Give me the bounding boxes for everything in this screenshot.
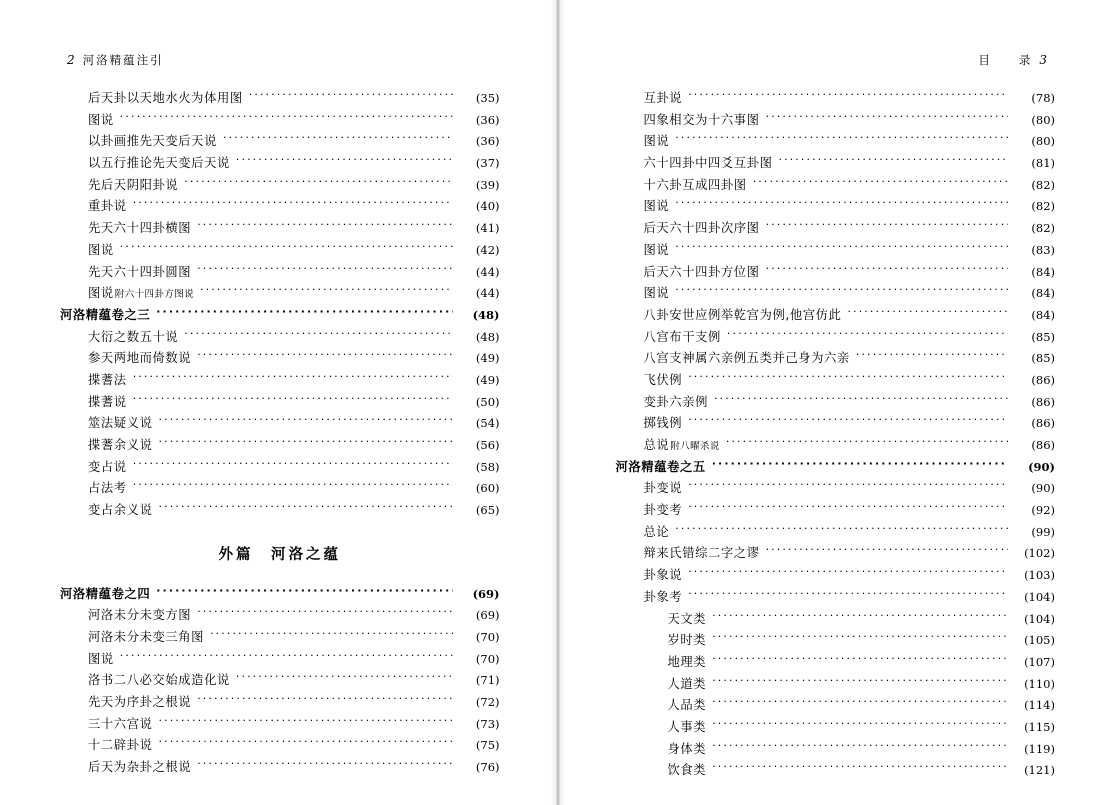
toc-entry-title: 飞伏例	[643, 372, 683, 387]
toc-entry-title: 图说	[643, 134, 670, 149]
toc-page-number: (86)	[1031, 394, 1055, 409]
toc-page-number: (72)	[475, 695, 500, 709]
toc-entry	[616, 632, 1056, 647]
toc-entry-subnote: 附八曜杀说	[670, 441, 720, 452]
toc-entry	[616, 198, 1056, 213]
toc-entry-title: 参天两地而倚数说	[88, 351, 192, 366]
toc-entry-title: 图说	[88, 651, 114, 666]
toc-page-number: (78)	[1031, 91, 1055, 105]
toc-entry	[60, 480, 500, 495]
toc-page-number: (48)	[475, 329, 500, 344]
right-toc-list	[616, 90, 1056, 777]
toc-leader-dots	[712, 654, 1008, 666]
toc-page-number: (36)	[475, 112, 500, 127]
toc-entry	[616, 372, 1056, 387]
toc-entry-title: 身体类	[667, 741, 707, 756]
toc-entry-title: 互卦说	[643, 91, 683, 105]
toc-page-number: (81)	[1031, 156, 1055, 171]
toc-page-number: (75)	[475, 738, 500, 753]
left-folio: 2	[67, 53, 76, 67]
toc-leader-dots	[688, 480, 1008, 492]
toc-leader-dots	[236, 672, 453, 684]
toc-leader-dots	[133, 394, 453, 406]
toc-leader-dots	[675, 242, 1008, 254]
toc-page-number: (83)	[1031, 242, 1055, 257]
toc-page-number: (92)	[1031, 503, 1055, 518]
toc-entry-title: 以五行推论先天变后天说	[88, 156, 230, 171]
toc-entry	[60, 90, 500, 105]
toc-leader-dots	[200, 285, 453, 297]
toc-page-number: (104)	[1024, 611, 1055, 626]
toc-leader-dots	[184, 329, 452, 341]
toc-entry	[60, 737, 500, 752]
page-gutter	[551, 0, 565, 805]
toc-page-number: (42)	[475, 242, 500, 257]
toc-leader-dots	[159, 716, 453, 728]
toc-leader-dots	[712, 459, 1008, 471]
toc-leader-dots	[766, 220, 1008, 232]
toc-entry-title: 总论	[643, 524, 670, 539]
toc-leader-dots	[712, 719, 1008, 731]
toc-entry-title: 十六卦互成四卦图	[643, 177, 747, 192]
toc-entry	[60, 264, 500, 279]
toc-page-number: (58)	[475, 459, 500, 474]
toc-leader-dots	[688, 589, 1008, 601]
toc-entry	[60, 177, 500, 192]
toc-entry	[60, 459, 500, 474]
toc-entry-title: 十二辟卦说	[88, 738, 153, 753]
toc-entry-title: 河洛未分未变三角图	[88, 629, 205, 644]
toc-page-number: (44)	[475, 286, 500, 301]
toc-entry-title: 后天为杂卦之根说	[88, 760, 192, 775]
toc-entry-title: 河洛精蕴卷之三	[60, 307, 151, 322]
toc-leader-dots	[712, 762, 1008, 774]
toc-leader-dots	[675, 285, 1008, 297]
toc-entry-title: 六十四卦中四爻互卦图	[643, 156, 773, 171]
toc-page-number: (69)	[475, 608, 500, 623]
toc-entry	[616, 741, 1056, 756]
toc-page-number: (102)	[1024, 546, 1055, 561]
toc-entry	[616, 285, 1056, 300]
toc-page-number: (36)	[475, 134, 500, 149]
toc-leader-dots	[197, 350, 452, 362]
toc-entry	[60, 651, 500, 666]
toc-entry-title: 揲蓍说	[88, 394, 127, 409]
toc-page-number: (90)	[1031, 481, 1055, 496]
toc-entry-title: 河洛精蕴卷之四	[60, 586, 151, 601]
toc-page-number: (39)	[475, 177, 500, 192]
toc-entry	[60, 629, 500, 644]
toc-entry	[616, 264, 1056, 279]
toc-entry	[616, 394, 1056, 409]
toc-leader-dots	[712, 632, 1008, 644]
left-running-title: 河洛精蕴注引	[82, 53, 164, 67]
toc-page-number: (104)	[1024, 589, 1055, 604]
toc-entry	[60, 716, 500, 731]
toc-page-number: (73)	[475, 716, 500, 731]
toc-entry	[616, 611, 1056, 626]
toc-leader-dots	[712, 741, 1008, 753]
toc-entry-title: 人事类	[667, 719, 707, 734]
toc-entry-title: 八宫布干支例	[643, 329, 721, 344]
toc-entry	[616, 350, 1056, 365]
toc-page-number: (82)	[1031, 177, 1055, 192]
toc-leader-dots	[120, 242, 453, 254]
toc-entry-title: 总说	[643, 438, 670, 452]
left-toc-list	[60, 90, 500, 517]
toc-leader-dots	[753, 177, 1008, 189]
toc-page-number: (119)	[1024, 741, 1055, 756]
toc-entry	[616, 502, 1056, 517]
toc-entry	[60, 759, 500, 774]
toc-leader-dots	[688, 415, 1008, 427]
toc-entry-title: 筮法疑义说	[88, 416, 153, 431]
toc-leader-dots	[197, 607, 452, 619]
toc-page-number: (35)	[475, 91, 500, 105]
toc-page-number: (105)	[1024, 633, 1055, 648]
toc-entry	[60, 285, 500, 300]
toc-entry	[616, 307, 1056, 322]
toc-page-number: (110)	[1024, 676, 1055, 691]
toc-leader-dots	[120, 651, 453, 663]
toc-entry-title: 天文类	[667, 611, 707, 626]
toc-leader-dots	[197, 264, 452, 276]
toc-entry-title: 地理类	[667, 654, 707, 669]
toc-entry	[60, 350, 500, 365]
toc-page-number: (50)	[475, 394, 500, 409]
toc-page-number: (48)	[472, 307, 500, 322]
toc-page-number: (85)	[1031, 329, 1055, 344]
toc-entry-title: 先后天阴阳卦说	[88, 177, 179, 192]
toc-page-number: (69)	[472, 586, 500, 601]
toc-entry	[616, 90, 1056, 105]
toc-leader-dots	[156, 586, 452, 598]
toc-entry	[60, 242, 500, 257]
toc-leader-dots	[133, 480, 453, 492]
toc-leader-dots	[159, 437, 453, 449]
toc-entry	[616, 697, 1056, 712]
toc-entry-title: 后天卦以天地水火为体用图	[88, 91, 243, 105]
toc-entry	[616, 654, 1056, 669]
toc-leader-dots	[159, 415, 453, 427]
toc-entry	[616, 480, 1056, 495]
toc-entry-title: 八卦安世应例举乾宫为例,他宫仿此	[643, 307, 842, 322]
toc-page-number: (115)	[1024, 719, 1055, 734]
toc-leader-dots	[675, 198, 1008, 210]
toc-entry	[60, 372, 500, 387]
toc-page-number: (82)	[1031, 199, 1055, 214]
toc-leader-dots	[210, 629, 452, 641]
toc-entry-title: 三十六宫说	[88, 716, 153, 731]
toc-leader-dots	[688, 567, 1008, 579]
toc-entry-title: 卦象说	[643, 568, 683, 583]
toc-page-number: (56)	[475, 438, 500, 452]
toc-volume-entry	[616, 459, 1056, 474]
toc-entry	[616, 133, 1056, 148]
toc-leader-dots	[847, 307, 1008, 319]
toc-volume-entry	[60, 586, 500, 601]
toc-entry-title: 人道类	[667, 676, 707, 691]
toc-leader-dots	[249, 90, 453, 102]
left-toc-list-after	[60, 586, 500, 774]
toc-page-number: (86)	[1031, 372, 1055, 387]
toc-entry-title: 以卦画推先天变后天说	[88, 134, 217, 149]
toc-page-number: (82)	[1031, 221, 1055, 236]
toc-volume-entry	[60, 307, 500, 322]
toc-page-number: (84)	[1031, 286, 1055, 301]
toc-leader-dots	[675, 133, 1008, 145]
toc-entry	[616, 762, 1056, 777]
toc-entry	[60, 437, 500, 452]
toc-leader-dots	[726, 437, 1008, 449]
toc-leader-dots	[156, 307, 452, 319]
toc-entry	[60, 220, 500, 235]
toc-entry-subnote: 附六十四卦方图说	[114, 289, 194, 301]
toc-entry-title: 图说	[88, 242, 114, 257]
right-folio: 3	[1039, 53, 1048, 67]
right-page	[558, 0, 1115, 805]
toc-page-number: (86)	[1031, 438, 1055, 452]
toc-entry	[60, 694, 500, 709]
toc-page-number: (121)	[1024, 763, 1055, 778]
toc-entry	[60, 198, 500, 213]
toc-page-number: (114)	[1024, 698, 1055, 713]
toc-page-number: (84)	[1031, 264, 1055, 279]
toc-leader-dots	[675, 524, 1008, 536]
toc-leader-dots	[133, 459, 453, 471]
toc-leader-dots	[714, 394, 1008, 406]
toc-leader-dots	[778, 155, 1008, 167]
toc-entry-title: 八宫支神属六亲例五类并己身为六亲	[643, 351, 850, 366]
section-title-outer: 外篇 河洛之蕴	[218, 546, 341, 563]
toc-entry-title: 变卦六亲例	[643, 394, 708, 409]
toc-page-number: (103)	[1024, 568, 1055, 583]
toc-page-number: (49)	[475, 351, 500, 366]
toc-entry-title: 图说	[643, 199, 670, 214]
toc-entry-title: 大衍之数五十说	[88, 329, 179, 344]
toc-page-number: (44)	[475, 264, 500, 279]
toc-entry	[60, 394, 500, 409]
toc-page-number: (49)	[475, 372, 500, 387]
toc-entry	[60, 133, 500, 148]
toc-entry	[616, 437, 1056, 452]
toc-leader-dots	[184, 177, 452, 189]
toc-entry	[616, 112, 1056, 127]
toc-page-number: (99)	[1031, 524, 1055, 539]
toc-entry-title: 先天六十四卦圆图	[88, 264, 192, 279]
toc-page-number: (80)	[1031, 134, 1055, 149]
toc-leader-dots	[688, 502, 1008, 514]
toc-leader-dots	[133, 198, 453, 210]
toc-leader-dots	[133, 372, 453, 384]
toc-page-number: (90)	[1028, 459, 1055, 474]
toc-leader-dots	[688, 90, 1008, 102]
toc-entry-title: 饮食类	[667, 763, 707, 778]
toc-entry-title: 重卦说	[88, 199, 127, 214]
toc-leader-dots	[197, 220, 452, 232]
toc-entry-title: 图说	[643, 242, 670, 257]
toc-leader-dots	[197, 759, 452, 771]
toc-leader-dots	[766, 264, 1008, 276]
toc-entry-title: 四象相交为十六事图	[643, 112, 760, 127]
toc-entry-title: 图说	[88, 286, 114, 301]
toc-page-number: (85)	[1031, 351, 1055, 366]
toc-entry	[60, 607, 500, 622]
toc-page-number: (40)	[475, 199, 500, 214]
toc-leader-dots	[712, 611, 1008, 623]
toc-page-number: (76)	[475, 760, 500, 775]
toc-leader-dots	[727, 329, 1008, 341]
toc-entry-title: 图说	[643, 286, 670, 301]
toc-entry	[616, 155, 1056, 170]
toc-entry-title: 辩来氏错综二字之谬	[643, 546, 760, 561]
toc-leader-dots	[236, 155, 453, 167]
toc-entry-title: 揲蓍法	[88, 372, 127, 387]
toc-entry-title: 变占余义说	[88, 503, 153, 518]
toc-entry-title: 洛书二八必交始成造化说	[88, 673, 230, 688]
toc-entry-title: 卦变考	[643, 503, 683, 518]
toc-entry	[616, 567, 1056, 582]
toc-entry-title: 图说	[88, 112, 114, 127]
right-running-title: 目 录	[978, 53, 1033, 67]
toc-entry	[60, 329, 500, 344]
toc-leader-dots	[159, 737, 453, 749]
toc-entry	[616, 589, 1056, 604]
right-running-head	[616, 52, 1056, 66]
toc-entry	[616, 719, 1056, 734]
toc-page-number: (65)	[475, 503, 500, 518]
toc-page-number: (54)	[475, 416, 500, 431]
toc-entry-title: 卦变说	[643, 481, 683, 496]
toc-entry-title: 掷钱例	[643, 416, 683, 431]
toc-leader-dots	[223, 133, 453, 145]
toc-page-number: (84)	[1031, 307, 1055, 322]
toc-page-number: (86)	[1031, 416, 1055, 431]
toc-leader-dots	[688, 372, 1008, 384]
toc-entry-title: 先天为序卦之根说	[88, 695, 192, 709]
toc-entry	[60, 502, 500, 517]
toc-page-number: (107)	[1024, 654, 1055, 669]
toc-page-number: (70)	[475, 651, 500, 666]
toc-leader-dots	[120, 112, 453, 124]
toc-entry-title: 河洛未分未变方图	[88, 608, 192, 623]
toc-entry-title: 揲蓍余义说	[88, 438, 153, 452]
toc-entry	[616, 220, 1056, 235]
toc-entry-title: 先天六十四卦横图	[88, 221, 192, 236]
toc-entry	[616, 524, 1056, 539]
toc-leader-dots	[197, 694, 452, 706]
toc-page-number: (70)	[475, 629, 500, 644]
toc-entry	[60, 112, 500, 127]
toc-entry-title: 岁时类	[667, 633, 707, 648]
toc-entry-title: 人品类	[667, 698, 707, 713]
toc-entry	[616, 177, 1056, 192]
left-running-head	[60, 52, 500, 66]
toc-entry	[616, 415, 1056, 430]
toc-entry	[60, 672, 500, 687]
toc-entry	[616, 242, 1056, 257]
toc-leader-dots	[766, 112, 1008, 124]
toc-leader-dots	[712, 676, 1008, 688]
toc-entry-title: 后天六十四卦次序图	[643, 221, 760, 236]
toc-leader-dots	[856, 350, 1008, 362]
toc-leader-dots	[766, 545, 1008, 557]
toc-entry-title: 卦象考	[643, 589, 683, 604]
toc-entry-title: 后天六十四卦方位图	[643, 264, 760, 279]
toc-entry-title: 河洛精蕴卷之五	[615, 459, 706, 474]
toc-page-number: (71)	[475, 673, 500, 688]
toc-entry	[616, 545, 1056, 560]
toc-entry	[60, 415, 500, 430]
toc-entry-title: 占法考	[88, 481, 127, 496]
toc-entry-title: 变占说	[88, 459, 127, 474]
toc-entry	[616, 329, 1056, 344]
toc-page-number: (37)	[475, 156, 500, 171]
toc-page-number: (60)	[475, 481, 500, 496]
toc-leader-dots	[712, 697, 1008, 709]
toc-leader-dots	[159, 502, 453, 514]
toc-page-number: (41)	[475, 221, 500, 236]
toc-page-number: (80)	[1031, 112, 1055, 127]
toc-entry	[60, 155, 500, 170]
toc-entry	[616, 676, 1056, 691]
